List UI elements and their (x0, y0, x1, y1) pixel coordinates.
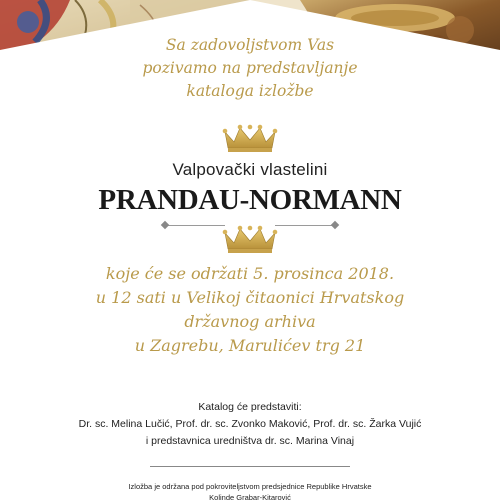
divider-diamond-icon (161, 221, 169, 229)
presenters-editor: i predstavnica uredništva dr. sc. Marina Vinaj (145, 435, 355, 447)
event-address-line: u Zagrebu, Marulićev trg 21 (134, 336, 366, 355)
invitation-text (0, 34, 500, 103)
exhibition-title: PRANDAU-NORMANN (98, 184, 402, 216)
presenters-names: Dr. sc. Melina Lučić, Prof. dr. sc. Zvonko Maković, Prof. dr. sc. Žarka Vujić (78, 418, 422, 430)
invitation-line: pozivamo na predstavljanje (142, 59, 358, 77)
patronage-line: Izložba je održana pod pokroviteljstvom predsjednice Republike Hrvatske (128, 482, 372, 491)
divider-line (165, 225, 225, 226)
patronage-note (0, 481, 500, 500)
divider-line (275, 225, 335, 226)
patronage-line: Kolinde Grabar-Kitarović (209, 493, 291, 500)
invitation-line: Sa zadovoljstvom Vas (165, 36, 335, 54)
crown-icon (222, 225, 278, 255)
event-details (0, 262, 500, 358)
event-time-line: u 12 sati u Velikoj čitaonici Hrvatskog (95, 288, 405, 307)
exhibition-subtitle: Valpovački vlastelini (172, 160, 328, 179)
divider-diamond-icon (331, 221, 339, 229)
presenters-block (0, 399, 500, 450)
event-date-line: koje će se održati 5. prosinca 2018. (105, 264, 395, 283)
presenters-heading: Katalog će predstaviti: (198, 401, 302, 413)
invitation-line: kataloga izložbe (186, 82, 314, 100)
event-venue-line: državnog arhiva (184, 312, 316, 331)
crown-icon (222, 124, 278, 154)
footer-divider (150, 466, 350, 467)
